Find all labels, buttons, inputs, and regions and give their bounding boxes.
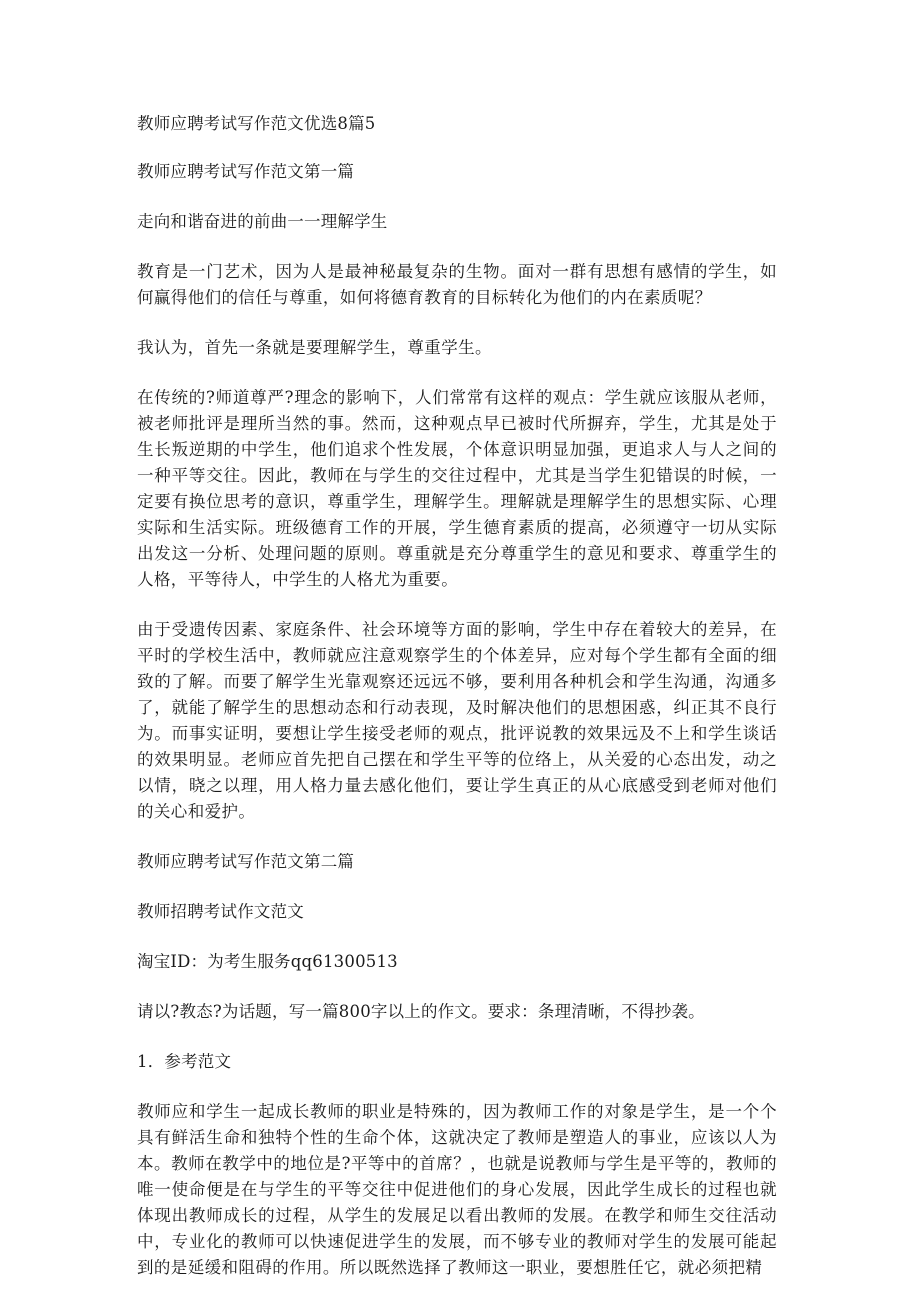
document-title: 教师应聘考试写作范文优选8篇5	[137, 114, 376, 133]
section-1-paragraph-2: 我认为，首先一条就是要理解学生，尊重学生。	[137, 338, 492, 357]
section-1-paragraph-4: 由于受遗传因素、家庭条件、社会环境等方面的影响，学生中存在着较大的差异，在平时的学校生活中，教师就应注意观察学生的个体差异，应对每个学生都有全面的细致的了解。而要了解学生光靠观察还远远不够，要利用各种机会和学生沟通，沟通多了，就能了解学生的思想动态和行动表现，及时解决他们的思想困惑，纠正其不良行为。而事实证明，要想让学生接受老师的观点，批评说教的效果远及不上和学生谈话的效果明显。老师应首先把自己摆在和学生平等的位络上，从关爱的心态出发，动之以情，晓之以理，用人格力量去感化他们，要让学生真正的从心底感受到老师对他们的关心和爱护。	[137, 620, 777, 821]
section-1-paragraph-3: 在传统的?师道尊严?理念的影响下，人们常常有这样的观点：学生就应该服从老师，被老师批评是理所当然的事。然而，这种观点早已被时代所摒弃，学生，尤其是处于生长叛逆期的中学生，他们追求个性发展，个体意识明显加强，更追求人与人之间的一种平等交往。因此，教师在与学生的交往过程中，尤其是当学生犯错误的时候，一定要有换位思考的意识，尊重学生，理解学生。理解就是理解学生的思想实际、心理实际和生活实际。班级德育工作的开展，学生德育素质的提高，必须遵守一切从实际出发这一分析、处理问题的原则。尊重就是充分尊重学生的意见和要求、尊重学生的人格，平等待人，中学生的人格尤为重要。	[137, 388, 777, 589]
reference-essay-label: 1．参考范文	[137, 1052, 232, 1071]
section-1-paragraph-1: 教育是一门艺术，因为人是最神秘最复杂的生物。面对一群有思想有感情的学生，如何赢得他们的信任与尊重，如何将德育教育的目标转化为他们的内在素质呢？	[137, 262, 777, 307]
section-2-heading: 教师应聘考试写作范文第二篇	[137, 852, 355, 871]
section-1-heading: 教师应聘考试写作范文第一篇	[137, 162, 355, 181]
section-2-subtitle: 教师招聘考试作文范文	[137, 902, 304, 921]
taobao-id-line: 淘宝ID：为考生服务qq61300513	[137, 952, 398, 971]
section-2-paragraph-1: 教师应和学生一起成长教师的职业是特殊的，因为教师工作的对象是学生，是一个个具有鲜活生命和独特个性的生命个体，这就决定了教师是塑造人的事业，应该以人为本。教师在教学中的地位是?平等中的首席？，也就是说教师与学生是平等的，教师的唯一使命便是在与学生的平等交往中促进他们的身心发展，因此学生成长的过程也就体现出教师成长的过程，从学生的发展足以看出教师的发展。在教学和师生交往活动中，专业化的教师可以快速促进学生的发展，而不够专业的教师对学生的发展可能起到的是延缓和阻碍的作用。所以既然选择了教师这一职业，要想胜任它，就必须把精	[137, 1102, 777, 1277]
writing-prompt-line: 请以?教态?为话题，写一篇800字以上的作文。要求：条理清晰，不得抄袭。	[137, 1002, 705, 1021]
section-1-subtitle: 走向和谐奋进的前曲一一理解学生	[137, 212, 388, 231]
document-page	[137, 111, 777, 1281]
